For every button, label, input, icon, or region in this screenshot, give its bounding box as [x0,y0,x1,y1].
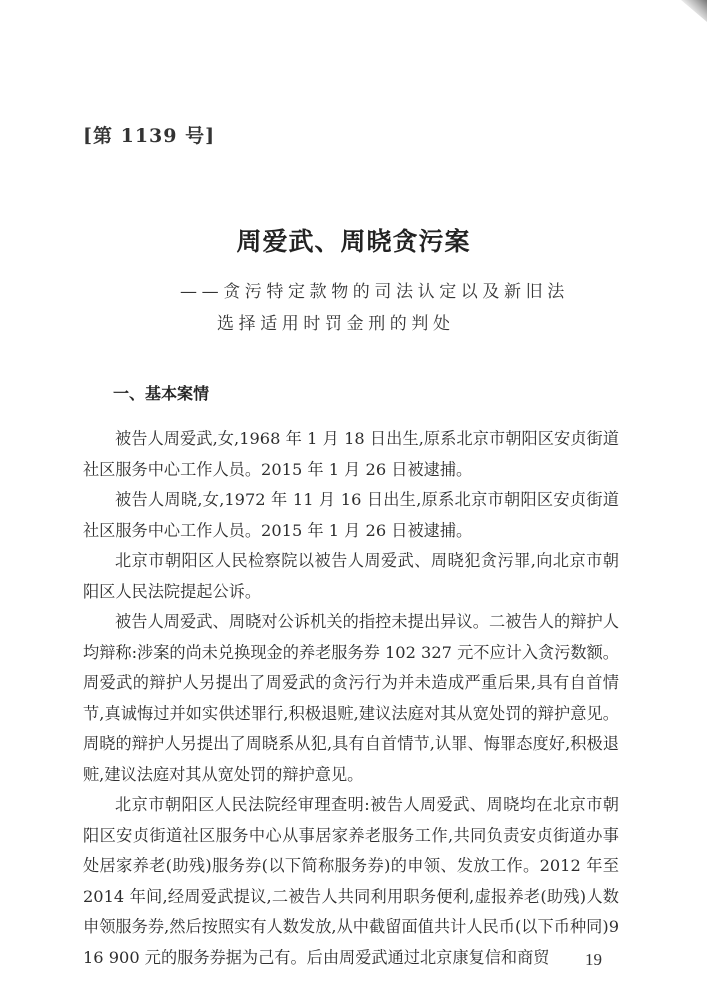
section-heading: 一、基本案情 [113,384,210,403]
article-subtitle-line-2: 选择适用时罚金刑的判处 [217,314,455,334]
paragraph: 被告人周晓,女,1972 年 11 月 16 日出生,原系北京市朝阳区安贞街道社区服务中心工作人员。2015 年 1 月 26 日被逮捕。 [83,490,619,540]
page-number: 19 [585,950,602,969]
article-title: 周爱武、周晓贪污案 [236,227,471,256]
article-subtitle-line-1: ——贪污特定款物的司法认定以及新旧法 [180,282,569,302]
body-text [83,424,619,973]
paragraph: 被告人周爱武,女,1968 年 1 月 18 日出生,原系北京市朝阳区安贞街道社区服务中心工作人员。2015 年 1 月 26 日被逮捕。 [83,429,619,479]
case-number: [第 1139 号] [83,125,216,147]
page-corner-fold [681,0,707,22]
paragraph: 被告人周爱武、周晓对公诉机关的指控未提出异议。二被告人的辩护人均辩称:涉案的尚未兑换现金的养老服务券 102 327 元不应计入贪污数额。周爱武的辩护人另提出了周爱武的贪污行为并未造成严重后果,具有自首情节,真诚悔过并如实供述罪行,积极退赃,建议法庭对其从宽处罚的辩护意见。周晓的辩护人另提出了周晓系从犯,具有自首情节,认罪、悔罪态度好,积极退赃,建议法庭对其从宽处罚的辩护意见。 [83,612,619,784]
paragraph: 北京市朝阳区人民检察院以被告人周爱武、周晓犯贪污罪,向北京市朝阳区人民法院提起公诉。 [83,551,619,601]
paragraph: 北京市朝阳区人民法院经审理查明:被告人周爱武、周晓均在北京市朝阳区安贞街道社区服务中心从事居家养老服务工作,共同负责安贞街道办事处居家养老(助残)服务券(以下简称服务券)的申领、发放工作。2012 年至 2014 年间,经周爱武提议,二被告人共同利用职务便利,虚报养老(助残)人数申领服务券,然后按照实有人数发放,从中截留面值共计人民币(以下币种同)916 900 元的服务券据为己有。后由周爱武通过北京康复信和商贸 [83,795,619,967]
